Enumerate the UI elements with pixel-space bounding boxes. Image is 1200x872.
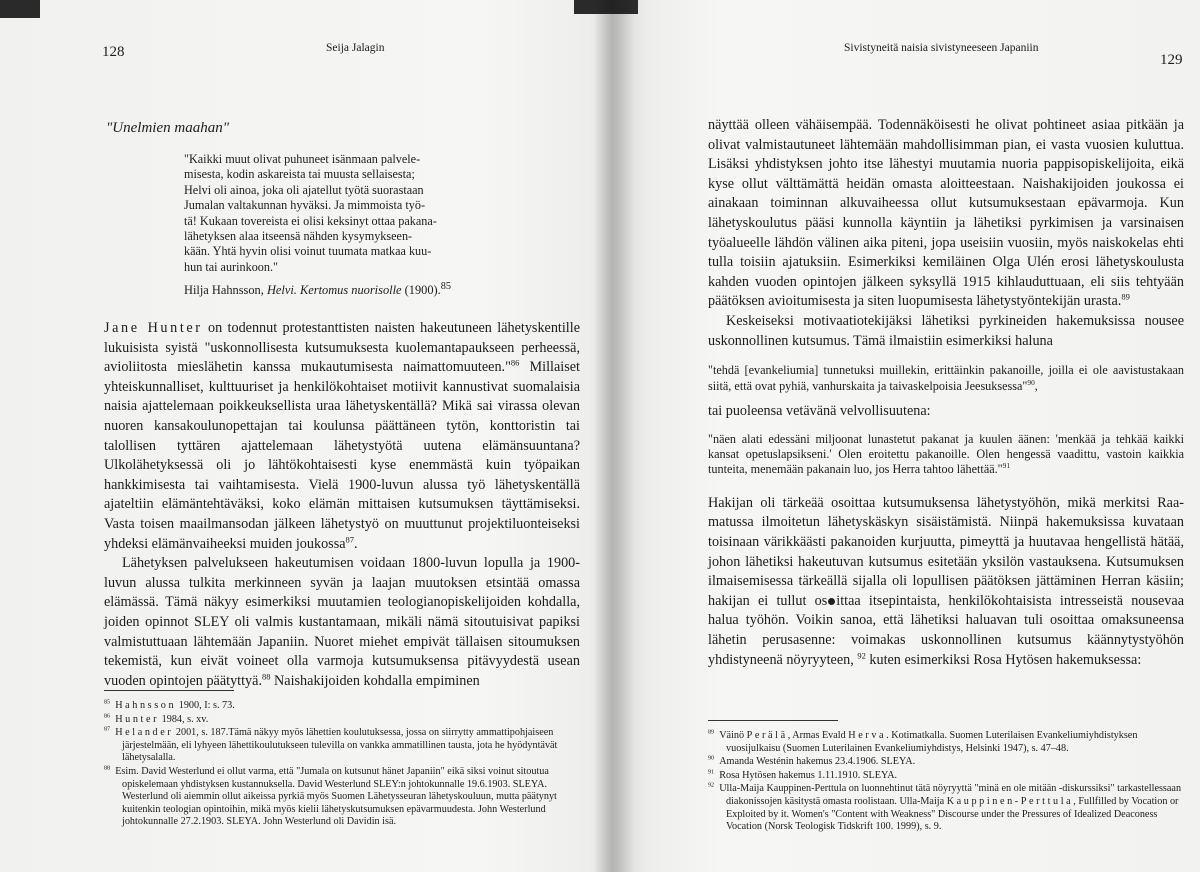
footnotes <box>708 730 1184 835</box>
ink-blot-mark <box>828 598 835 605</box>
paragraph: Jane Hunter on todennut protestanttisten naisten hakeutuneen lähetyskentille lukuisista syistä "uskonnollisesta kutsumuksesta kuolemantapaukseen perheessä, avioliitosta mieslähetin kanssa mukautumisesta naimattomuuteen."$^{86}$ Millaiset yhteiskunnalliset, kulttuuriset ja henkilökohtaiset motiivit kannustivat suomalaisia naisia ajattelemaan poikkeuksellista uraa lähetyskentällä? Mikä sai virassa olevan nuoren kansakoulunopettajan tai koulunsa päättäneen tytön, konttoristin tai talollisen tyttären ajattelemaan lähetystyötä uutena elämänsuuntana? Ulkolähetyksessä oli jo lähtökohtaisesti kyse enemmästä kuin työpaikan hankkimisesta tai vaihtamisesta. Vielä 1900-luvun alussa työ lähetyskentällä ajateltiin elämäntehtäväksi, koko elämän mittaisen kutsumuksen täyttämiseksi. Vasta toisen maailmansodan jälkeen lähetystyö on muuttunut projektiluonteiseksi yhdeksi elämänvaiheeksi muiden joukossa$^{87}$. <box>104 320 580 552</box>
footnote-number: 87 <box>104 726 111 733</box>
running-head: Sivistyneitä naisia sivistyneeseen Japaniin <box>844 42 1039 54</box>
footnote: $^{87}$ Helander 2001, s. 187.Tämä näkyy myös lähettien koulutuksessa, jossa on siirrytty ammattipohjaiseen järjestelmään, eli lyhyeen lähettikoulutukseen tulevilla on vankka ammatillinen tausta, jota he hyödyntävät lähetysalalla. <box>104 726 558 764</box>
footnote: $^{86}$ Hunter 1984, s. xv. <box>104 713 209 725</box>
block-quote: "näen alati edessäni miljoonat lunastetut pakanat ja kuulen äänen: 'menkää ja tehkää kaikki kansat opetuslapsikseni.' Olen eroitettu pakanoille. Olen hengessä vaadittu, vastoin kaikkia tunteita, menemään pakanain luo, jos Herra tahtoo lähettää."$^{91}$ <box>708 431 1184 477</box>
epigraph-line: misesta, kodin askareista tai muusta sellaisesta; <box>184 167 415 182</box>
footnote-ref: 86 <box>510 357 520 368</box>
epigraph <box>184 152 570 298</box>
page-number: 128 <box>102 44 125 60</box>
footnote-number: 88 <box>104 765 111 772</box>
epigraph-line: Helvi oli ainoa, joka oli ajatellut työtä suorastaan <box>184 182 424 197</box>
epigraph-line: lähetyksen alaa itseensä nähden kysymykseen- <box>184 229 413 244</box>
epigraph-line: tä! Kukaan tovereista ei olisi keksinyt ottaa pakana- <box>184 213 437 228</box>
epigraph-line: "Kaikki muut olivat puhuneet isänmaan palvele- <box>184 152 421 166</box>
footnote-number: 92 <box>708 782 715 789</box>
footnote-number: 89 <box>708 729 715 736</box>
epigraph-line: hun tai aurinkoon." <box>184 259 278 274</box>
footnote-number: 91 <box>708 769 715 776</box>
footnote-ref: 87 <box>345 533 355 544</box>
right-page <box>618 0 1200 872</box>
footnote-ref: 92 <box>857 649 866 660</box>
body-text <box>104 319 580 691</box>
footnote-ref: 91 <box>1002 461 1010 471</box>
footnote-ref: 89 <box>1121 291 1130 302</box>
footnote-rule <box>708 720 838 721</box>
block-quote: "tehdä [evankeliumia] tunnetuksi muillekin, erittäinkin pakanoille, joilla ei ole aavistustakaan siitä, että ovat pyhiä, vanhurskaita ja taivaskelpoisia Jeesuksessa"$^{90}$, <box>708 363 1184 393</box>
footnote-ref: 90 <box>1027 377 1035 387</box>
footnote: $^{89}$ Väinö Perälä, Armas Evald Herva. Kotimatkalla. Suomen Luterilaisen Evankeliumiyhdistyksen vuosijulkaisu (Suomen Luterilainen Evankeliumiyhdistys, Helsinki 1947), s. 47–48. <box>708 729 1138 754</box>
footnote: $^{90}$ Amanda Westénin hakemus 23.4.1906. SLEYA. <box>708 755 916 768</box>
footnote-number: 90 <box>708 755 715 762</box>
running-head: Seija Jalagin <box>326 42 385 54</box>
epigraph-line: kään. Yhtä hyvin olisi voinut tuumata matkaa kuu- <box>184 244 432 259</box>
paragraph: tai puoleensa vetävänä velvollisuutena: <box>708 402 931 419</box>
section-title: "Unelmien maahan" <box>106 120 229 136</box>
epigraph-attribution <box>184 281 570 298</box>
footnote-rule <box>104 690 234 691</box>
epigraph-line: Jumalan valtakunnan hyväksi. Ja mimmoista työ- <box>184 198 426 213</box>
footnotes <box>104 700 580 830</box>
page-number: 129 <box>1160 52 1183 68</box>
body-text <box>708 116 1184 670</box>
footnote: $^{91}$ Rosa Hytösen hakemus 1.11.1910. SLEYA. <box>708 769 898 781</box>
footnote-ref: 88 <box>262 670 271 681</box>
paragraph: Lähetyksen palvelukseen hakeutumisen voidaan 1800-luvun lopulla ja 1900-luvun alussa tulkita merkinneen syvän ja laajan muutoksen etsintää omassa elämässä. Tämä näkyy esimerkiksi muutamien teologianopiskelijoiden kohdalla, joiden opinnot SLEY oli valmis kustantamaan, mikäli nämä sitoutuisivat papiksi valmistuttuaan lähtemään Japaniin. Nuoret miehet empivät tällaisen sitoumuksen tekemistä, kun eivät voineet olla varmoja kutsumuksensa pitävyydestä usean vuoden opintojen päätyttyä.$^{88}$ Naishakijoiden kohdalla empiminen <box>104 555 580 689</box>
footnote-ref: 85 <box>440 281 452 293</box>
footnote: $^{85}$ Hahnsson 1900, I: s. 73. <box>104 699 235 711</box>
author-name: Jane Hunter <box>104 320 203 336</box>
footnote-number: 85 <box>104 699 111 706</box>
attribution-year: (1900). <box>401 283 441 298</box>
attribution-author: Hilja Hahnsson, <box>184 283 267 298</box>
attribution-work: Helvi. Kertomus nuorisolle <box>266 283 402 298</box>
paragraph: Keskeiseksi motivaatiotekijäksi lähetiksi pyrkineiden hakemuksissa nousee uskonnollinen kutsumus. Tämä ilmaistiin esimerkiksi haluna <box>708 312 1184 349</box>
paragraph: näyttää olleen vähäisempää. Todennäköisesti he olivat pohtineet asiaa pitkään ja olivat valmistautuneet lähtemään mahdollisimman pian, ei vasta vuosien kuluttua. Lisäksi yhdistyksen johto itse lähestyi muutamia nuoria pappisopiskelijoita, eikä kyse ollut välttämättä heidän omasta aloitteestaan. Naishakijoiden joukossa ei ainakaan toiminnan alkuvaiheessa ollut kutsumuksestaan epävarmoja. Kun lähetyskoulutus pääsi kunnolla käyntiin ja lähetiksi pyrkimisen ja varsinaisen työalueelle lähdön välinen aika piteni, jopa useisiin vuosiin, myös naiskokelas ehti tulla toisiin ajatuksiin. Esimerkiksi kemiläinen Olga Ulén erosi lähetyskoulusta kahden vuoden opintojen jälkeen syksyllä 1915 kihlauduttuaan, eli siis tehtyään päätöksen avioitumisesta ja siten luopumisesta lähetystyöntekijän urasta.$^{89}$ <box>708 117 1184 310</box>
footnote-number: 86 <box>104 713 111 720</box>
footnote: $^{92}$ Ulla-Maija Kauppinen-Perttula on luonnehtinut tätä nöyryyttä "minä en ole mitään -diskurssiksi" tarkastellessaan diakonissojen käsitystä omasta roolistaan. Ulla-Maija Kauppinen-Perttula, Fullfilled by Vocation or Exploited by it. Women's "Content with Weakness" Discourse under the Pressures of Idealized Deaconess Vocation (Norsk Teologisk Tidskrift 100. 1999), s. 9. <box>708 782 1182 833</box>
paragraph: Hakijan oli tärkeää osoittaa kutsumuksensa lähetystyöhön, mikä merkitsi Raamatussa ilmoitetun lähetyskäskyn sisäistämistä. Niinpä hakemuksissa kuvataan toisinaan värikkäästi pakanoiden kurjuutta, pimeyttä ja huutavaa hengellistä hätää, johon lähetiksi hakeutuvan kutsumus esitetään yksilön vastauksena. Kutsumuksen ilmaisemisessa tärkeällä sijalla oli lopullisen päätöksen jättäminen Herran käsiin; hakijan ei tullut os ittaa itsepintaista, henkilökohtaisista intresseistä nousevaa halua työhön. Voikin sanoa, että lähetiksi haluavan tuli osoittaa omaksuneensa lähetin perusasenne: voimakas uskonnollinen kutsumus käännytystyöhön yhdistyneenä nöyryyteen, $^{92}$ kuten esimerkiksi Rosa Hytösen hakemuksessa: <box>708 494 1184 668</box>
footnote: $^{88}$ Esim. David Westerlund ei ollut varma, että "Jumala on kutsunut hänet Japaniin" eikä siksi voinut sitoutua opiskelemaan yhdistyksen kustannuksella. David Westerlund SLEY:n johtokunnalle 19.6.1903. SLEYA. Westerlund oli aiemmin ollut aikeissa pyrkiä myös Suomen Lähetysseuran lähetyskouluun, mutta päätynyt kuitenkin teologian opintoihin, mikä myös kielii lähetyskutsumuksen epävarmuudesta. John Westerlund johtokunnalle 27.2.1903. SLEYA. John Westerlund oli Davidin isä. <box>104 765 557 828</box>
